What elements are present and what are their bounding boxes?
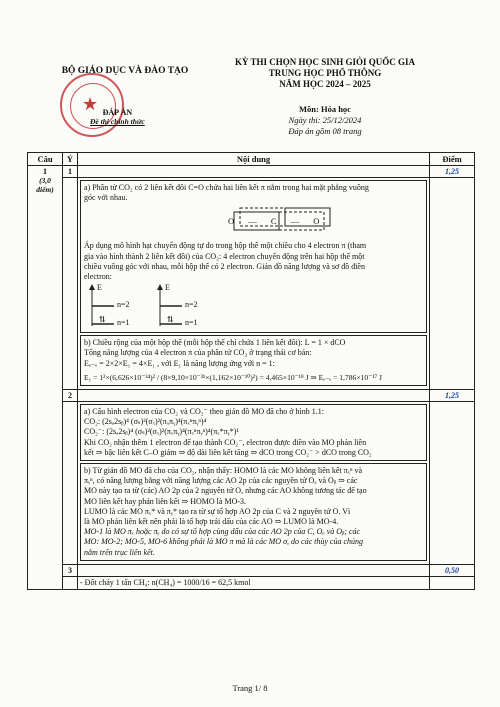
table-row — [28, 402, 475, 565]
text-line: MO-1 là MO πₓ hoặc πᵧ do có sự tổ hợp cùng dấu của các AO 2p của C, Oₐ và Oᵦ; các — [84, 527, 361, 537]
text-line: nằm trên trục liên kết. — [84, 547, 155, 557]
text-line: MO liên kết hay phản liên kết ⇒ HOMO là MO-3. — [84, 496, 247, 506]
table-row — [28, 390, 475, 402]
text-line: b) Từ giản đồ MO đã cho của CO₂, nhận thấy: HOMO là các MO không liên kết πₓⁿ và — [84, 466, 363, 476]
y1-score: 1,25 — [430, 166, 475, 178]
table-row — [28, 166, 475, 178]
exam-meta — [255, 104, 395, 137]
exam-title — [205, 57, 445, 90]
text-line: electron: — [84, 272, 112, 282]
text-line: - Đốt cháy 1 tấn CH₄: n(CH₄) = 1000/16 = 62,5 kmol — [80, 577, 251, 587]
y1-part-a — [80, 180, 427, 333]
question-number: 1 — [43, 167, 47, 176]
exam-title-line2: TRUNG HỌC PHỔ THÔNG — [268, 68, 382, 78]
y2-label: 2 — [63, 390, 78, 402]
col-content: Nội dung — [78, 153, 430, 166]
level-n1-label: n=1 — [117, 318, 130, 328]
col-y: Ý — [63, 153, 78, 166]
co2-molecule-label: O — C — O — [228, 216, 326, 227]
level-n2-label: n=2 — [185, 300, 198, 310]
text-line: a) Phân tử CO₂ có 2 liên kết đôi C=O chứa hai liên kết π nằm trong hai mặt phẳng vuông — [84, 183, 369, 192]
answer-table — [27, 152, 475, 590]
stamp-subtitle: Đề thi chính thức — [90, 117, 145, 126]
co2-box-diagram — [214, 207, 364, 237]
answer-stamp — [90, 108, 145, 126]
text-line: góc với nhau. — [84, 193, 128, 203]
text-line: CO₂⁻: (2sₐ2sᵦ)⁴ (σₛ)²(σₓ)²(πₓπᵧ)⁴(πₓⁿπᵧⁿ)⁴(πₓ*πᵧ*)¹ — [84, 427, 239, 437]
electron-pair-icon: ⇅ — [167, 315, 174, 325]
y1-part-b — [80, 335, 427, 386]
energy-level-diagram — [84, 284, 423, 328]
exam-title-line1: KỲ THI CHỌN HỌC SINH GIỎI QUỐC GIA — [234, 57, 416, 67]
col-cau: Câu — [28, 153, 63, 166]
y3-score: 0,50 — [430, 564, 475, 576]
text-line: là MO phản liên kết nên phải là tổ hợp trái dấu của các AO ⇒ LUMO là MO-4. — [84, 517, 339, 527]
exam-title-line3: NĂM HỌC 2024 – 2025 — [279, 79, 371, 89]
subject-line: Môn: Hóa học — [299, 104, 351, 114]
text-line: a) Cấu hình electron của CO₂ và CO₂⁻ theo giản đồ MO đã cho ở hình 1.1: — [84, 407, 324, 417]
text-line: MO này tạo ra từ (các) AO 2p của 2 nguyên tử O, nhưng các AO không tương tác để tạo — [84, 486, 367, 496]
energy-axis-label: E — [165, 283, 170, 293]
energy-level-svg — [84, 284, 284, 328]
text-line: Eₑ₋ₑ = 2×2×E₁ = 4×E₁ , với E₁ là năng lượng ứng với n = 1: — [84, 358, 275, 368]
y2-part-b — [80, 463, 427, 561]
pages-line: Đáp án gồm 08 trang — [288, 126, 362, 136]
level-n2-label: n=2 — [117, 300, 130, 310]
level-n1-label: n=1 — [185, 318, 198, 328]
table-header-row — [28, 153, 475, 166]
y3-content — [78, 576, 430, 589]
question-cell — [28, 166, 63, 590]
text-line: kết ⇒ bậc liên kết C–O giảm ⇒ độ dài liên kết tăng ⇒ dCO trong CO₂⁻ > dCO trong CO₂ — [84, 447, 372, 457]
text-line: Áp dụng mô hình hạt chuyển động tự do trong hộp thế một chiều cho 4 electron π (tham — [84, 241, 367, 251]
text-line: MO: MO-2; MO-5, MO-6 không phải là MO π mà là các MO σ, do các thùy của chúng — [84, 537, 363, 547]
text-line: LUMO là các MO πₓ* và πᵧ* tạo ra từ sự tổ hợp AO 2p của C và 2 nguyên tử O. Vì — [84, 506, 351, 516]
text-line: Khi CO₂ nhận thêm 1 electron để tạo thành CO₂⁻, electron được điền vào MO phản liên — [84, 437, 367, 447]
question-points: (3,0 điểm) — [36, 176, 54, 194]
y2-part-a — [80, 404, 427, 461]
text-line: b) Chiều rộng của một hộp thế (mỗi hộp thế chỉ chứa 1 liên kết đôi): L = 1 × dCO — [84, 338, 346, 348]
date-line: Ngày thi: 25/12/2024 — [288, 115, 362, 125]
stamp-title: ĐÁP ÁN — [102, 108, 133, 117]
ministry-title: BỘ GIÁO DỤC VÀ ĐÀO TẠO — [61, 66, 189, 76]
text-line: chiều vuông góc với nhau, mỗi hộp thế có 2 electron. Giản đồ năng lượng và sơ đồ điền — [84, 261, 365, 271]
y2-content — [78, 402, 430, 565]
text-line: gia vào hình thành 2 liên kết đôi) của CO₂: 4 electron chuyển động trên hai hộp thế một — [84, 251, 365, 261]
table-row — [28, 178, 475, 390]
col-score: Điểm — [430, 153, 475, 166]
energy-equation: E₁ = 1²×(6,626×10⁻³⁴)² / (8×9,10×10⁻³¹×(1,162×10⁻¹⁰)²) = 4,465×10⁻¹⁸ J ⇒ Eₑ₋ₑ = 1,786×10⁻¹⁷ J — [84, 372, 382, 382]
star-icon: ★ — [82, 94, 99, 114]
electron-pair-icon: ⇅ — [99, 315, 106, 325]
text-line: CO₂: (2sₐ2sᵦ)⁴ (σₛ)²(σₓ)²(πₓπᵧ)⁴(πₓⁿπᵧⁿ)⁴ — [84, 417, 207, 427]
y1-header — [78, 166, 430, 178]
table-row — [28, 564, 475, 576]
y1-content — [78, 178, 430, 390]
table-row — [28, 576, 475, 589]
y1-label: 1 — [63, 166, 78, 178]
page-number: Trang 1/ 8 — [232, 683, 268, 693]
energy-axis-label: E — [97, 283, 102, 293]
y3-label: 3 — [63, 564, 78, 576]
text-line: πᵧⁿ, có năng lượng bằng với năng lượng các AO 2p của các nguyên tử Oₐ và Oᵦ ⇒ các — [84, 476, 358, 486]
text-line: Tổng năng lượng của 4 electron π của phân tử CO₂ ở trạng thái cơ bản: — [84, 348, 312, 358]
y2-score: 1,25 — [430, 390, 475, 402]
